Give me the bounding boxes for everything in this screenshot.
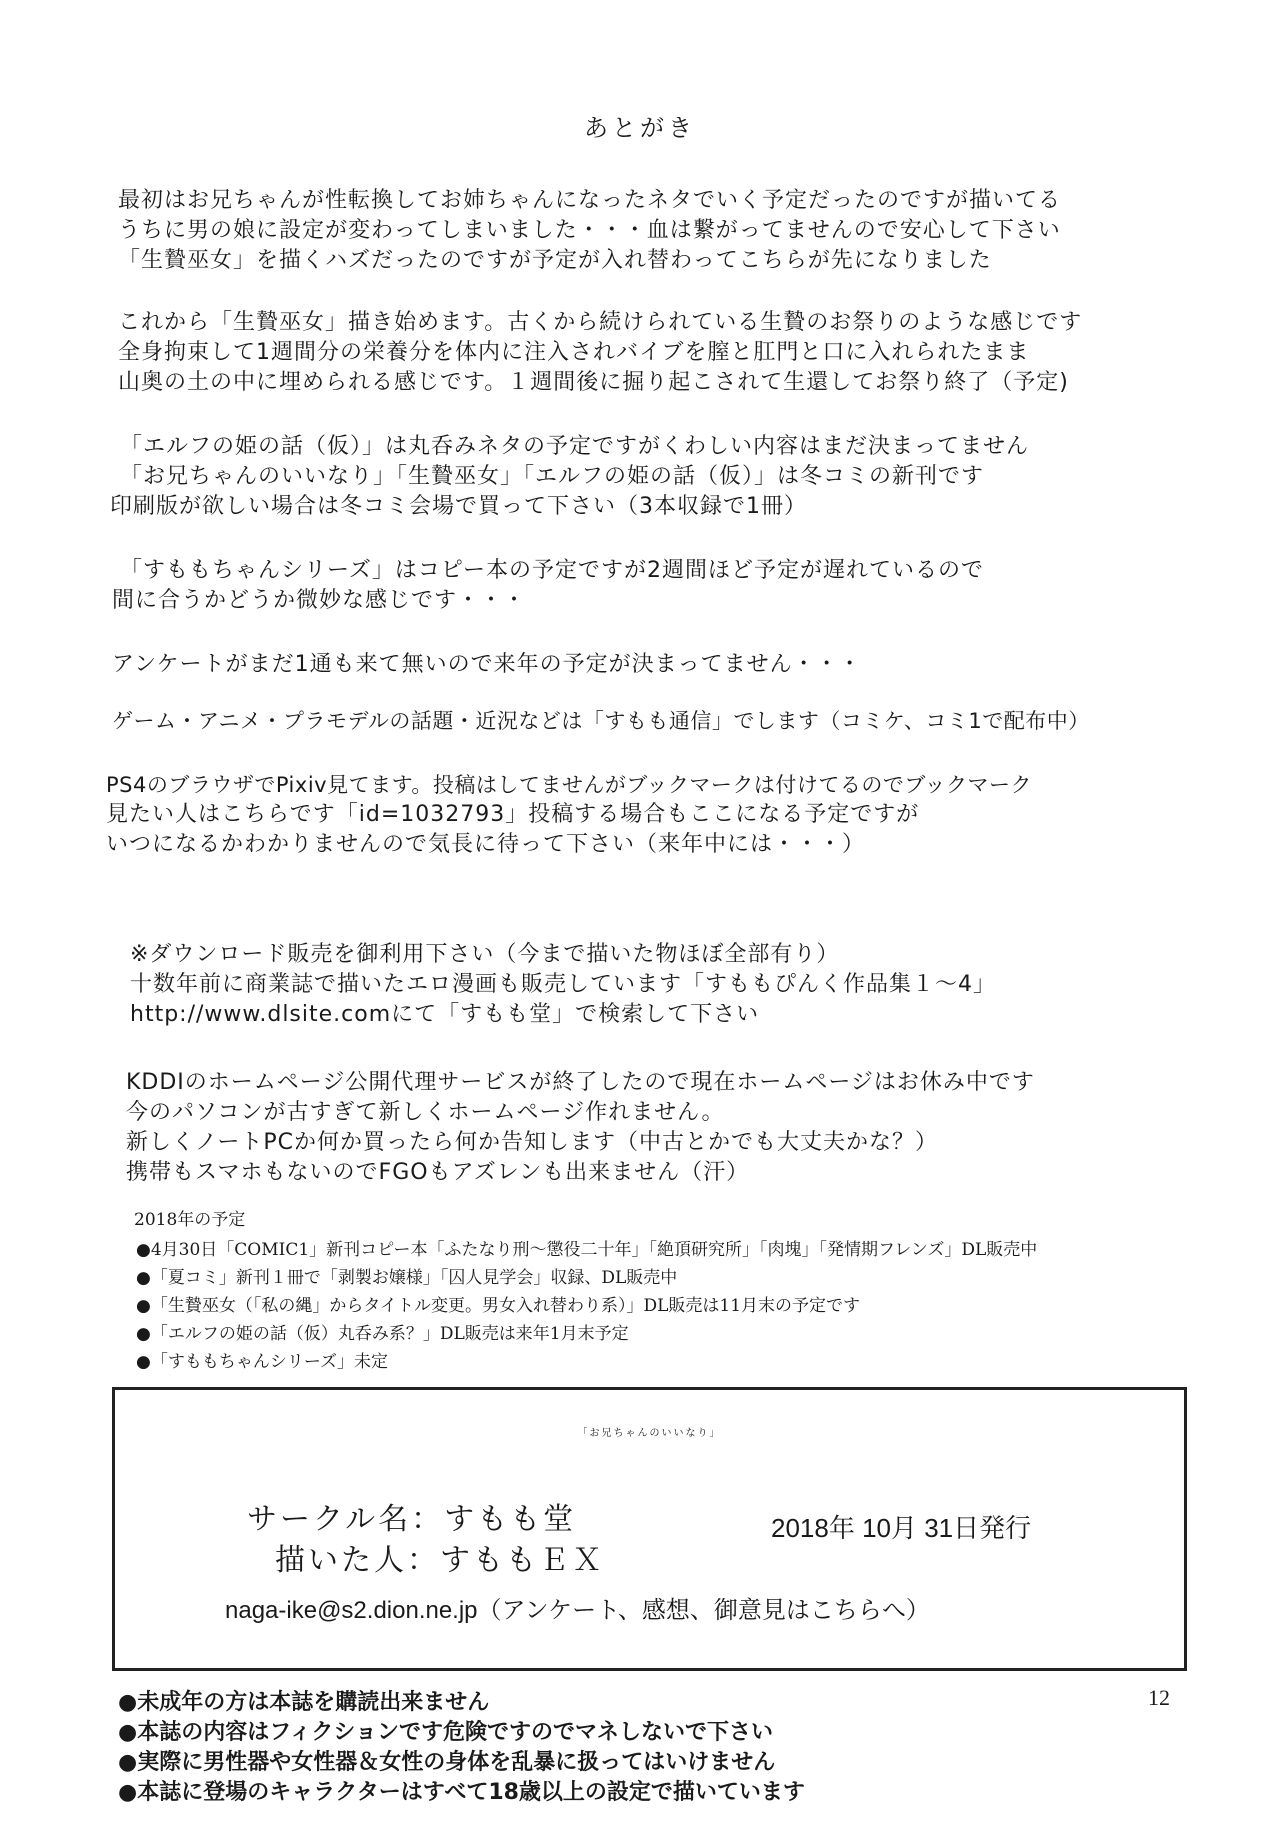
notice-line: ●本誌の内容はフィクションです危険ですのでマネしないで下さい [118, 1720, 773, 1745]
schedule-item: ●4月30日「COMIC1」新刊コピー本「ふたなり刑～懲役二十年」「絶頂研究所」「肉塊」「発情期フレンズ」DL販売中 [136, 1240, 1038, 1260]
homepage-line: 新しくノートPCか何か買ったら何か告知します（中古とかでも大丈夫かな？） [126, 1130, 938, 1155]
afterword-line: 「お兄ちゃんのいいなり」「生贄巫女」「エルフの姫の話（仮）」は冬コミの新刊です [120, 464, 985, 489]
schedule-item: ●「夏コミ」新刊１冊で「剥製お嬢様」「囚人見学会」収録、DL販売中 [136, 1268, 678, 1288]
schedule-item: ●「すももちゃんシリーズ」未定 [136, 1352, 388, 1372]
publish-date: 2018年 10月 31日発行 [771, 1513, 1032, 1543]
schedule-item: ●「生贄巫女（「私の縄」からタイトル変更。男女入れ替わり系）」DL販売は11月末の予定です [136, 1296, 861, 1316]
contact-email: naga-ike@s2.dion.ne.jp（アンケート、感想、御意見はこちらへ） [225, 1597, 930, 1624]
schedule-item: ●「エルフの姫の話（仮）丸呑み系？」DL販売は来年1月末予定 [136, 1324, 629, 1344]
afterword-line: ゲーム・アニメ・プラモデルの話題・近況などは「すもも通信」でします（コミケ、コミ1で配布中） [112, 709, 1090, 733]
page-number: 12 [1148, 1685, 1170, 1710]
afterword-line: いつになるかわかりませんので気長に待って下さい（来年中には・・・） [106, 832, 866, 857]
afterword-line: 最初はお兄ちゃんが性転換してお姉ちゃんになったネタでいく予定だったのですが描いてる [118, 188, 1062, 213]
notice-line: ●本誌に登場のキャラクターはすべて18歳以上の設定で描いています [118, 1780, 805, 1805]
afterword-line: 見たい人はこちらです「id=1032793」投稿する場合もここになる予定ですが [106, 802, 920, 827]
afterword-line: 山奥の土の中に埋められる感じです。１週間後に掘り起こされて生還してお祭り終了（予定) [118, 370, 1069, 395]
colophon-box [112, 1387, 1187, 1671]
afterword-line: 「生贄巫女」を描くハズだったのですが予定が入れ替わってこちらが先になりました [118, 248, 992, 273]
page-title: あとがき [584, 114, 696, 142]
afterword-line: これから「生贄巫女」描き始めます。古くから続けられている生贄のお祭りのような感じです [118, 310, 1083, 335]
notice-line: ●実際に男性器や女性器＆女性の身体を乱暴に扱ってはいけません [118, 1750, 776, 1775]
afterword-line: PS4のブラウザでPixiv見てます。投稿はしてませんがブックマークは付けてるのでブックマーク [106, 773, 1032, 797]
afterword-line: 「すももちゃんシリーズ」はコピー本の予定ですが2週間ほど予定が遅れているので [120, 558, 985, 583]
notice-line: ●未成年の方は本誌を購読出来ません [118, 1690, 490, 1715]
download-line: ※ダウンロード販売を御利用下さい（今まで描いた物ほぼ全部有り） [130, 942, 840, 967]
homepage-line: 携帯もスマホもないのでFGOもアズレンも出来ません（汗） [126, 1160, 750, 1185]
download-line: 十数年前に商業誌で描いたエロ漫画も販売しています「すももぴんく作品集１～4」 [130, 972, 996, 997]
homepage-line: KDDIのホームページ公開代理サービスが終了したので現在ホームページはお休み中です [126, 1070, 1035, 1095]
afterword-line: 「エルフの姫の話（仮）」は丸呑みネタの予定ですがくわしい内容はまだ決まってません [120, 434, 1030, 459]
download-line: http://www.dlsite.comにて「すもも堂」で検索して下さい [130, 1002, 760, 1027]
circle-name: サークル名：すもも堂 [247, 1502, 577, 1537]
afterword-line: うちに男の娘に設定が変わってしまいました・・・血は繋がってませんので安心して下さい [118, 218, 1061, 243]
afterword-line: 全身拘束して1週間分の栄養分を体内に注入されバイブを膣と肛門と口に入れられたまま [118, 340, 1030, 365]
author-name: 描いた人：すももＥＸ [275, 1543, 605, 1578]
afterword-line: 間に合うかどうか微妙な感じです・・・ [112, 588, 527, 613]
homepage-line: 今のパソコンが古すぎて新しくホームページ作れません。 [126, 1100, 725, 1125]
book-title: 「お兄ちゃんのいいなり」 [577, 1428, 722, 1439]
schedule-heading: 2018年の予定 [134, 1210, 246, 1230]
afterword-line: アンケートがまだ1通も来て無いので来年の予定が決まってません・・・ [112, 652, 862, 677]
afterword-line: 印刷版が欲しい場合は冬コミ会場で買って下さい（3本収録で1冊） [110, 494, 807, 519]
